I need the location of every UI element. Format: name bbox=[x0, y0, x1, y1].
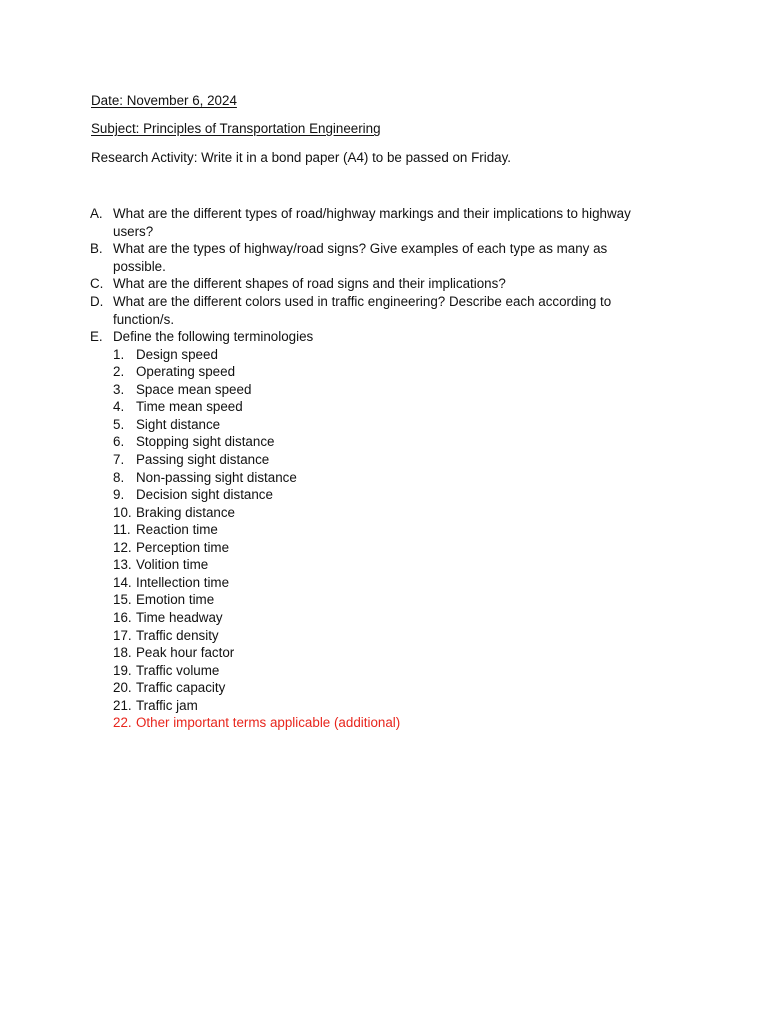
terminology-item bbox=[113, 398, 660, 416]
terminology-number: 9. bbox=[113, 487, 125, 503]
terminology-number: 8. bbox=[113, 469, 125, 485]
terminology-number: 21. bbox=[113, 697, 132, 713]
terminology-text: Volition time bbox=[136, 557, 209, 573]
terminology-text: Intellection time bbox=[136, 574, 230, 590]
question-marker: C. bbox=[90, 276, 104, 292]
document-subject: Subject: Principles of Transportation Engineering bbox=[91, 121, 381, 136]
terminology-number: 1. bbox=[113, 346, 125, 362]
question-item bbox=[90, 293, 660, 328]
terminology-text: Traffic capacity bbox=[136, 680, 226, 696]
terminology-number: 7. bbox=[113, 452, 125, 468]
terminology-number: 18. bbox=[113, 645, 132, 661]
terminology-text: Time mean speed bbox=[136, 399, 243, 415]
terminology-text: Operating speed bbox=[136, 364, 236, 380]
terminology-number: 12. bbox=[113, 539, 132, 555]
terminology-number: 13. bbox=[113, 557, 132, 573]
terminology-item bbox=[113, 644, 660, 662]
terminology-item bbox=[113, 591, 660, 609]
question-text: What are the different colors used in traffic engineering? Describe each according to function/s. bbox=[113, 293, 612, 327]
terminology-number: 20. bbox=[113, 680, 132, 696]
terminology-text: Braking distance bbox=[136, 504, 235, 520]
terminology-text: Non-passing sight distance bbox=[136, 469, 297, 485]
terminology-item bbox=[113, 469, 660, 487]
terminology-item bbox=[113, 363, 660, 381]
question-item bbox=[90, 275, 660, 293]
terminology-item bbox=[113, 504, 660, 522]
terminology-text: Emotion time bbox=[136, 592, 215, 608]
terminology-item bbox=[113, 662, 660, 680]
terminology-item bbox=[113, 697, 660, 715]
terminology-number: 6. bbox=[113, 434, 125, 450]
terminology-item bbox=[113, 556, 660, 574]
terminology-text: Reaction time bbox=[136, 522, 218, 538]
terminology-number: 3. bbox=[113, 381, 125, 397]
question-marker: E. bbox=[90, 329, 103, 345]
terminology-number: 2. bbox=[113, 364, 125, 380]
terminology-text: Sight distance bbox=[136, 416, 221, 432]
terminology-item bbox=[113, 486, 660, 504]
terminology-text: Peak hour factor bbox=[136, 645, 235, 661]
question-marker: A. bbox=[90, 206, 103, 221]
terminology-number: 16. bbox=[113, 609, 132, 625]
terminology-item bbox=[113, 451, 660, 469]
terminology-item bbox=[113, 381, 660, 399]
question-text: What are the types of highway/road signs? Give examples of each type as many as possible. bbox=[113, 241, 608, 274]
terminology-number: 14. bbox=[113, 574, 132, 590]
question-item bbox=[90, 205, 660, 240]
terminology-item bbox=[113, 539, 660, 557]
terminology-number: 4. bbox=[113, 399, 125, 415]
terminology-item bbox=[113, 521, 660, 539]
terminology-number: 5. bbox=[113, 416, 125, 432]
terminology-text: Perception time bbox=[136, 539, 230, 555]
terminology-text: Stopping sight distance bbox=[136, 434, 275, 450]
terminology-item bbox=[113, 609, 660, 627]
terminology-item bbox=[113, 346, 660, 364]
terminology-text: Passing sight distance bbox=[136, 452, 270, 468]
terminology-item bbox=[113, 416, 660, 434]
terminology-number: 11. bbox=[113, 522, 131, 538]
terminology-item bbox=[113, 714, 660, 732]
terminology-text: Decision sight distance bbox=[136, 487, 273, 503]
terminology-number: 17. bbox=[113, 627, 132, 643]
terminology-text: Traffic volume bbox=[136, 662, 220, 678]
terminology-item bbox=[113, 433, 660, 451]
terminology-text: Design speed bbox=[136, 346, 218, 362]
terminology-text: Traffic jam bbox=[136, 697, 198, 713]
document-date: Date: November 6, 2024 bbox=[91, 93, 237, 108]
question-item bbox=[90, 328, 660, 732]
terminology-item bbox=[113, 679, 660, 697]
terminology-number: 22. bbox=[113, 715, 132, 731]
question-text: What are the different shapes of road signs and their implications? bbox=[113, 276, 506, 292]
terminology-item bbox=[113, 627, 660, 645]
terminology-text: Time headway bbox=[136, 609, 223, 625]
question-item bbox=[90, 240, 660, 275]
question-marker: B. bbox=[90, 241, 103, 257]
activity-instructions: Research Activity: Write it in a bond paper (A4) to be passed on Friday. bbox=[91, 150, 512, 165]
question-text: Define the following terminologies bbox=[113, 329, 314, 345]
terminology-item bbox=[113, 574, 660, 592]
terminology-number: 10. bbox=[113, 504, 132, 520]
question-list bbox=[90, 205, 660, 732]
terminology-text: Space mean speed bbox=[136, 381, 252, 397]
terminology-list bbox=[113, 346, 660, 732]
terminology-text: Traffic density bbox=[136, 627, 219, 643]
question-text: What are the different types of road/highway markings and their implications to highway users? bbox=[113, 206, 631, 239]
terminology-text: Other important terms applicable (additional) bbox=[136, 715, 401, 731]
terminology-number: 19. bbox=[113, 662, 132, 678]
question-marker: D. bbox=[90, 293, 104, 309]
terminology-number: 15. bbox=[113, 592, 132, 608]
